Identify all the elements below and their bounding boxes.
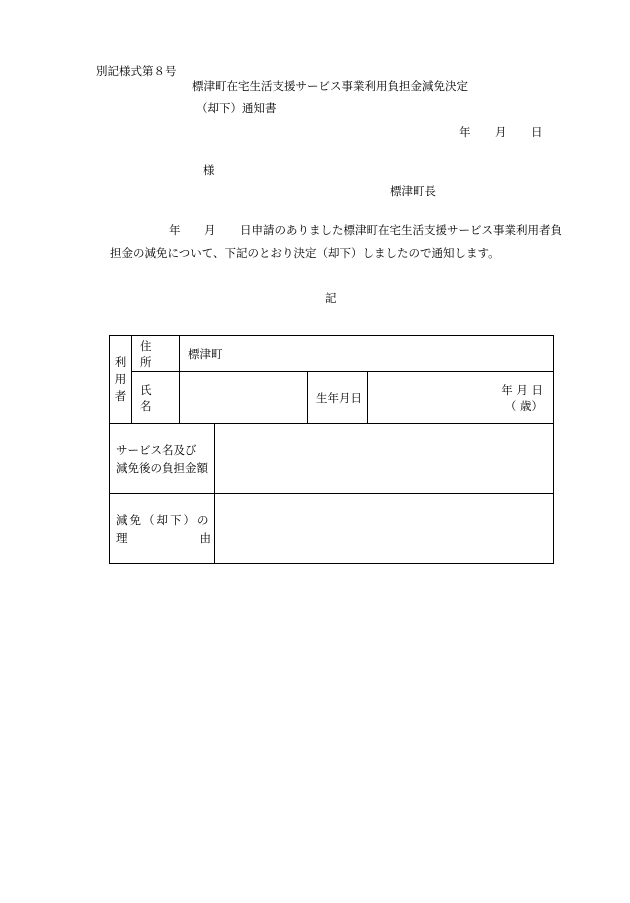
user-label: 利 用 者 bbox=[110, 336, 132, 424]
body-line-2: 担金の減免について、下記のとおり決定（却下）しましたので通知します。 bbox=[110, 246, 500, 260]
document-title-suffix: （却下）通知書 bbox=[196, 101, 277, 115]
reason-field[interactable] bbox=[215, 494, 554, 564]
name-field[interactable] bbox=[180, 372, 308, 424]
service-label: サービス名及び 減免後の負担金額 bbox=[110, 424, 215, 494]
application-table bbox=[109, 335, 554, 564]
form-number: 別記様式第８号 bbox=[96, 64, 177, 78]
issue-date-year: 年 bbox=[459, 125, 471, 139]
document-title: 標津町在宅生活支援サービス事業利用負担金減免決定 bbox=[192, 79, 468, 93]
recipient-honorific: 様 bbox=[203, 163, 215, 177]
body-month: 月 bbox=[204, 223, 216, 237]
address-label: 住所 bbox=[132, 336, 180, 372]
body-line-1-text: 日申請のありました標津町在宅生活支援サービス事業利用者負 bbox=[240, 223, 562, 237]
address-field[interactable]: 標津町 bbox=[180, 336, 554, 372]
ki-heading: 記 bbox=[325, 291, 337, 305]
service-field[interactable] bbox=[215, 424, 554, 494]
sender-name: 標津町長 bbox=[390, 184, 436, 198]
issue-date-day: 日 bbox=[531, 125, 543, 139]
dob-field[interactable]: 年 月 日 （ 歳） bbox=[368, 372, 554, 424]
issue-date-month: 月 bbox=[495, 125, 507, 139]
dob-label: 生年月日 bbox=[308, 372, 368, 424]
reason-label: 減免（却下）の 理 由 bbox=[110, 494, 215, 564]
name-label: 氏名 bbox=[132, 372, 180, 424]
body-year: 年 bbox=[169, 223, 181, 237]
